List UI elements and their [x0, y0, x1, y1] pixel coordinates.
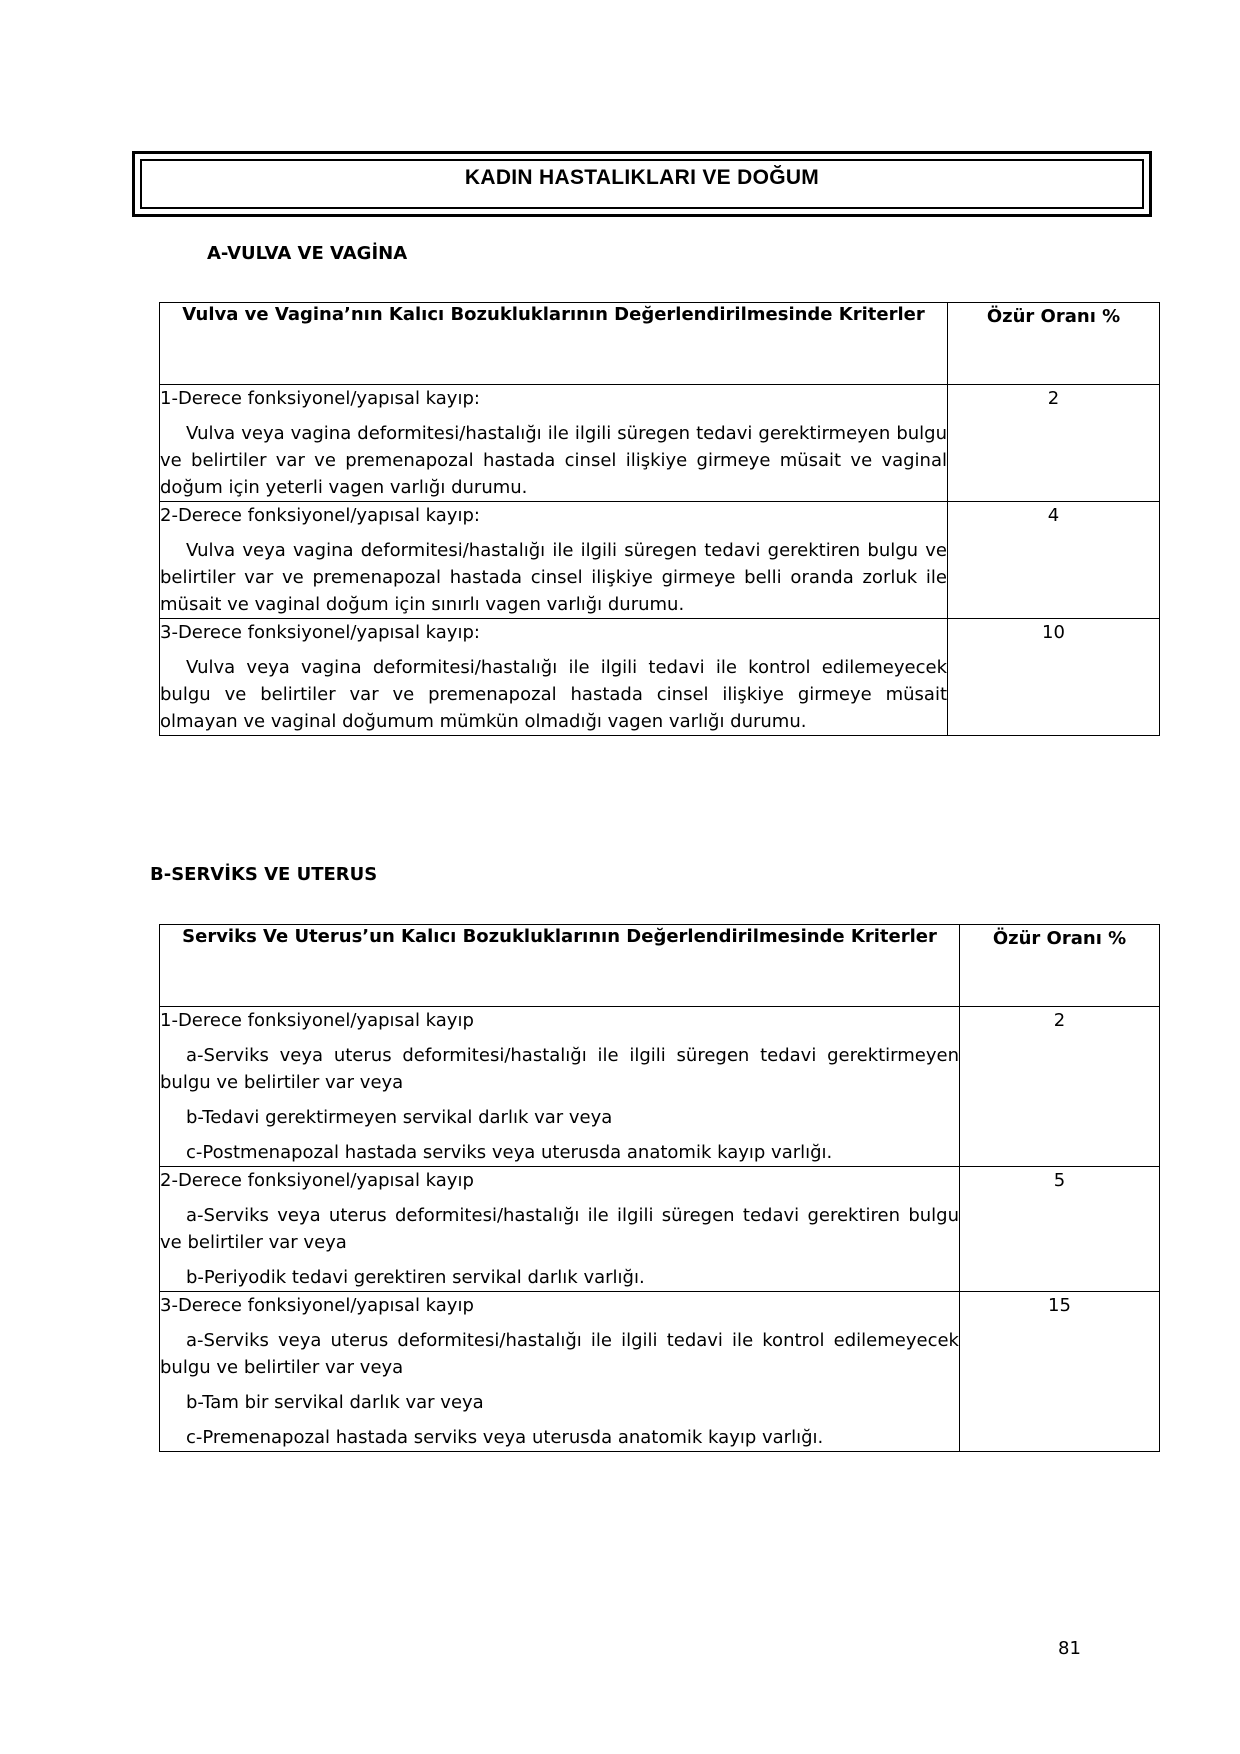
criteria-cell [160, 1007, 960, 1167]
criteria-description: a-Serviks veya uterus deformitesi/hastalığı ile ilgili tedavi ile kontrol edilemeyecek bulgu ve belirtiler var veya [160, 1330, 959, 1378]
degree-label: 1-Derece fonksiyonel/yapısal kayıp: [160, 388, 480, 409]
table-row [160, 385, 1160, 502]
criteria-column-header: Vulva ve Vagina’nın Kalıcı Bozukluklarının Değerlendirilmesinde Kriterler [160, 303, 948, 385]
disability-rate-value: 5 [960, 1167, 1160, 1292]
page-title: KADIN HASTALIKLARI VE DOĞUM [464, 166, 820, 189]
section-b-heading: B-SERVİKS VE UTERUS [150, 864, 378, 885]
criteria-cell [160, 385, 948, 502]
table-row [160, 1167, 1160, 1292]
criteria-description: c-Premenapozal hastada serviks veya uterusda anatomik kayıp varlığı. [186, 1427, 824, 1448]
page-number: 81 [1058, 1638, 1081, 1659]
table-row [160, 1292, 1160, 1452]
section-a-table [159, 302, 1160, 736]
criteria-description: b-Periyodik tedavi gerektiren servikal darlık varlığı. [186, 1267, 645, 1288]
criteria-description: Vulva veya vagina deformitesi/hastalığı ile ilgili süregen tedavi gerektirmeyen bulgu ve belirtiler var ve premenapozal hastada cinsel ilişkiye girmeye müsait ve vaginal doğum için yeterli vagen varlığı durumu. [160, 423, 947, 498]
criteria-description: a-Serviks veya uterus deformitesi/hastalığı ile ilgili süregen tedavi gerektiren bulgu ve belirtiler var veya [160, 1205, 959, 1253]
section-b-table [159, 924, 1160, 1452]
criteria-description: a-Serviks veya uterus deformitesi/hastalığı ile ilgili süregen tedavi gerektirmeyen bulgu ve belirtiler var veya [160, 1045, 959, 1093]
table-row [160, 619, 1160, 736]
degree-label: 2-Derece fonksiyonel/yapısal kayıp [160, 1170, 474, 1191]
criteria-cell [160, 1292, 960, 1452]
criteria-cell [160, 619, 948, 736]
degree-label: 1-Derece fonksiyonel/yapısal kayıp [160, 1010, 474, 1031]
disability-rate-value: 15 [960, 1292, 1160, 1452]
page-title-inner-border [140, 159, 1144, 209]
rate-column-header: Özür Oranı % [960, 925, 1160, 1007]
criteria-description: c-Postmenapozal hastada serviks veya uterusda anatomik kayıp varlığı. [186, 1142, 833, 1163]
table-header-row [160, 303, 1160, 385]
criteria-description: Vulva veya vagina deformitesi/hastalığı ile ilgili süregen tedavi gerektiren bulgu ve belirtiler var ve premenapozal hastada cinsel ilişkiye girmeye belli oranda zorluk ile müsait ve vaginal doğum için sınırlı vagen varlığı durumu. [160, 540, 947, 615]
criteria-description: b-Tedavi gerektirmeyen servikal darlık var veya [186, 1107, 613, 1128]
table-row [160, 1007, 1160, 1167]
page-title-box [132, 151, 1152, 217]
disability-rate-value: 10 [948, 619, 1160, 736]
criteria-cell [160, 1167, 960, 1292]
rate-column-header: Özür Oranı % [948, 303, 1160, 385]
criteria-cell [160, 502, 948, 619]
disability-rate-value: 2 [960, 1007, 1160, 1167]
disability-rate-value: 4 [948, 502, 1160, 619]
table-header-row [160, 925, 1160, 1007]
degree-label: 3-Derece fonksiyonel/yapısal kayıp [160, 1295, 474, 1316]
degree-label: 3-Derece fonksiyonel/yapısal kayıp: [160, 622, 480, 643]
disability-rate-value: 2 [948, 385, 1160, 502]
degree-label: 2-Derece fonksiyonel/yapısal kayıp: [160, 505, 480, 526]
criteria-description: b-Tam bir servikal darlık var veya [186, 1392, 484, 1413]
section-a-heading: A-VULVA VE VAGİNA [207, 243, 408, 264]
criteria-column-header: Serviks Ve Uterus’un Kalıcı Bozukluklarının Değerlendirilmesinde Kriterler [160, 925, 960, 1007]
criteria-description: Vulva veya vagina deformitesi/hastalığı ile ilgili tedavi ile kontrol edilemeyecek bulgu ve belirtiler var ve premenapozal hastada cinsel ilişkiye girmeye müsait olmayan ve vaginal doğumum mümkün olmadığı vagen varlığı durumu. [160, 657, 947, 732]
table-row [160, 502, 1160, 619]
